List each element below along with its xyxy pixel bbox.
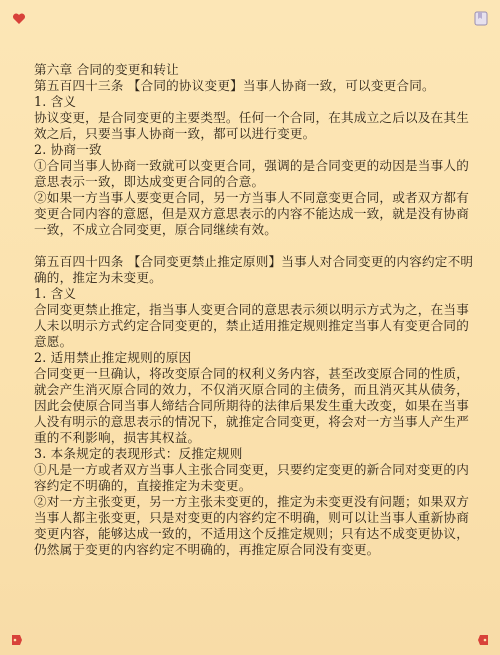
document-body [34,62,474,558]
paragraph: 合同变更禁止推定，指当事人变更合同的意思表示须以明示方式为之，在当事人未以明示方式约定合同变更的，禁止适用推定规则推定当事人有变更合同的意愿。 [34,302,469,349]
section-heading: 2. 协商一致 [34,142,102,157]
chapter-heading: 第六章 合同的变更和转让 [34,62,179,77]
paragraph: ①凡是一方或者双方当事人主张合同变更，只要约定变更的新合同对变更的内容约定不明确的，直接推定为未变更。 [34,462,469,493]
section-heading: 3. 本条规定的表现形式：反推定规则 [34,446,243,461]
section-heading: 2. 适用禁止推定规则的原因 [34,350,192,365]
heart-icon[interactable] [12,10,26,28]
article-544-title: 第五百四十四条 【合同变更禁止推定原则】当事人对合同变更的内容约定不明确的，推定为未变更。 [34,254,474,285]
article-543-title: 第五百四十三条 【合同的协议变更】当事人协商一致，可以变更合同。 [34,78,435,93]
paragraph: 合同变更一旦确认，将改变原合同的权利义务内容，甚至改变原合同的性质，就会产生消灭原合同的效力，不仅消灭原合同的主债务，而且消灭其从债务，因此会使原合同当事人缔结合同所期待的法律后果发生重大改变，如果在当事人没有明示的意思表示的情况下，就推定合同变更，将会对一方当事人产生严重的不利影响，损害其权益。 [34,366,469,445]
section-heading: 1. 含义 [34,94,77,109]
spacer [34,238,474,254]
paragraph: ①合同当事人协商一致就可以变更合同，强调的是合同变更的动因是当事人的意思表示一致，即达成变更合同的合意。 [34,158,469,189]
paragraph: 协议变更，是合同变更的主要类型。任何一个合同，在其成立之后以及在其生效之后，只要当事人协商一致，都可以进行变更。 [34,110,469,141]
paragraph: ②如果一方当事人要变更合同，另一方当事人不同意变更合同，或者双方都有变更合同内容的意愿，但是双方意思表示的内容不能达成一致，就是没有协商一致，不成立合同变更，原合同继续有效。 [34,190,469,237]
tag-icon [476,631,490,649]
bookmark-icon[interactable] [474,10,488,28]
paragraph: ②对一方主张变更，另一方主张未变更的，推定为未变更没有问题；如果双方当事人都主张变更，只是对变更的内容约定不明确，则可以让当事人重新协商变更内容，能够达成一致的，不适用这个反推定规则；只有达不成变更协议，仍然属于变更的内容约定不明确的，再推定原合同没有变更。 [34,494,469,557]
tag-icon [10,631,24,649]
section-heading: 1. 含义 [34,286,77,301]
